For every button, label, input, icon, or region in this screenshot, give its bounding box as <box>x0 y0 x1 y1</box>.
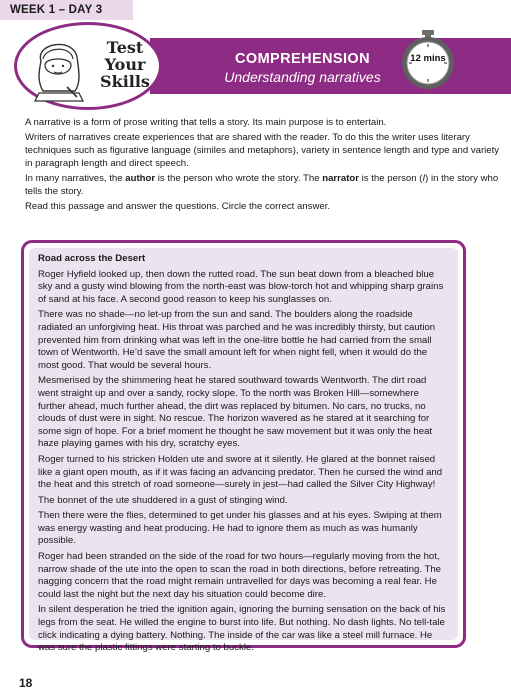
page-number: 18 <box>19 676 33 690</box>
logo-text: Test Your Skills <box>100 38 150 91</box>
passage-content <box>29 248 458 654</box>
passage-box <box>21 240 466 654</box>
intro-paragraph: A narrative is a form of prose writing that tells a story. Its main purpose is to entertain. <box>25 117 387 128</box>
section-subtitle: Understanding narratives <box>224 69 381 85</box>
passage-paragraph: Then there were the flies, determined to get under his glasses and at his eyes. Swiping at them was energy wasting and heat producing. He had to ignore them as much as was humanly possible. <box>38 510 442 547</box>
test-your-skills-logo <box>14 22 162 110</box>
section-title: COMPREHENSION <box>235 51 370 67</box>
passage-paragraph: There was no shade—no let-up from the sun and sand. The boulders along the roadside radiated an unforgiving heat. His throat was parched and he was incredibly thirsty, but caution prevented him from drinking what was left in the one-litre bottle he had carried from the small town of Wentworth. He’d save the small amount left for when night fell, when it would do the most good. That would be several hours. <box>38 309 436 371</box>
passage-paragraph: In silent desperation he tried the ignition again, ignoring the burning sensation on the back of his legs from the seat. He willed the engine to burst into life. But nothing. No dash lights. No tell-tale click indicating a dying battery. Nothing. The inside of the car was like a steel mill furnace. He was sure the plastic fittings were starting to buckle. <box>38 604 446 654</box>
instruction: Read this passage and answer the questions. Circle the correct answer. <box>25 201 331 212</box>
intro-text <box>25 116 500 215</box>
timer-badge <box>400 30 456 90</box>
timer-label: 12 mins <box>410 53 446 64</box>
intro-paragraph: In many narratives, the author is the person who wrote the story. The narrator is the person (I) in the story who tells the story. <box>25 173 499 197</box>
student-writing-icon <box>27 31 91 107</box>
passage-paragraph: Mesmerised by the shimmering heat he stared southward towards Wentworth. The dirt road went straight up and over a sandy, rocky slope. To the north was Broken Hill—somewhere further ahead, much further ahead, the dirt was replaced by bitumen. No cars, no trucks, no clouds of dust were in sight. No rescue. The horizon wavered as he stared at it searching for some sign of hope. For a brief moment he thought he saw movement but it was only the heat haze playing games with his dry, scratchy eyes. <box>38 375 433 450</box>
week-day-tab: WEEK 1 – DAY 3 <box>0 0 133 20</box>
passage-paragraph: Roger Hyfield looked up, then down the rutted road. The sun beat down from a bleached blue sky and a gusty wind blowing from the north-east was blow-torch hot and whipping sharp grains of sand at his face. A second good reason to keep his sunglasses on. <box>38 268 444 305</box>
intro-paragraph: Writers of narratives create experiences that are shared with the reader. To do this the writer uses literary techniques such as figurative language (similes and metaphors), variety in sentence length and type and variety in paragraph length and direct speech. <box>25 132 500 169</box>
passage-title: Road across the Desert <box>38 253 146 264</box>
passage-paragraph: The bonnet of the ute shuddered in a gust of stinging wind. <box>38 494 288 506</box>
passage-paragraph: Roger turned to his stricken Holden ute and swore at it silently. He glared at the bonnet raised like a giant open mouth, as if it was facing an advancing predator. Then he cursed the wind and the heat and this stretch of road someone—surely in jest—had called the Silver City Highway! <box>38 453 443 491</box>
section-banner <box>150 38 511 94</box>
passage-paragraph: Roger had been stranded on the side of the road for two hours—regularly moving from the hot, narrow shade of the ute into the open to scan the road in both directions, before retreating. The nagging concern that the road might remain untravelled for days was becoming a real fear. He could last the night but the next day his situation could become dire. <box>38 551 442 600</box>
